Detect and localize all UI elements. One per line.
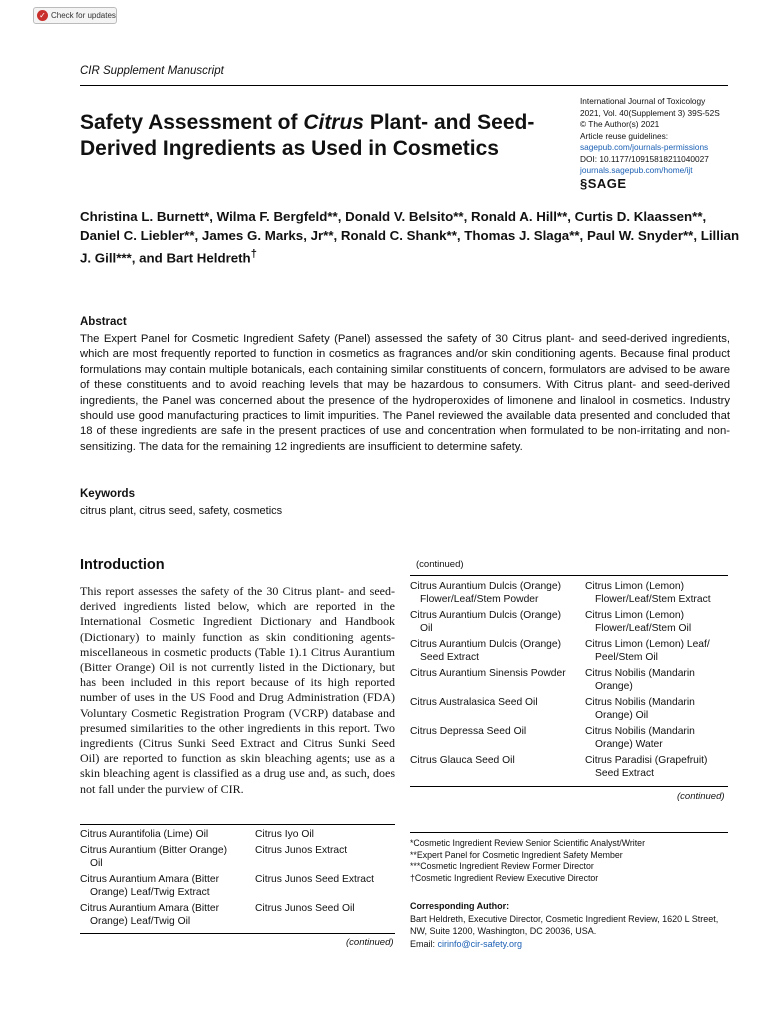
table-cell [255, 844, 395, 871]
table-cell [585, 725, 728, 752]
table-cell [410, 609, 585, 636]
table-cell-line: Orange) Leaf/Twig Extract [90, 887, 210, 898]
table-bottom-rule [80, 933, 395, 934]
table-cell [255, 902, 395, 929]
table-cell-line: Citrus Aurantium Dulcis (Orange) [410, 581, 562, 592]
title-post: Plant- and Seed-Derived Ingredients as Used in Cosmetics [80, 111, 535, 160]
ingredient-table-left [80, 828, 395, 931]
title-italic: Citrus [303, 111, 364, 134]
journal-home-link[interactable]: journals.sagepub.com/home/ijt [580, 165, 693, 175]
table-cell [410, 580, 585, 607]
table-cell-line: Citrus Aurantium Amara (Bitter [80, 873, 220, 885]
email-line [410, 938, 728, 951]
table-cell [410, 725, 585, 752]
footnote-item: **Expert Panel for Cosmetic Ingredient Safety Member [410, 849, 623, 860]
table-cell-line: Citrus Aurantifolia (Lime) Oil [80, 829, 209, 840]
table-cell [255, 828, 395, 841]
table-row [410, 609, 728, 636]
table-cell-line: Orange) Oil [595, 710, 649, 722]
table-cell [410, 754, 585, 781]
table-cell-line: Citrus Junos Seed Oil [255, 902, 355, 914]
journal-name: International Journal of Toxicology [580, 96, 706, 106]
publisher-logo: §SAGE [580, 175, 627, 191]
table-cell-line: Citrus Aurantium Amara (Bitter [80, 902, 220, 914]
footnote-item: ***Cosmetic Ingredient Review Former Director [410, 861, 594, 872]
update-icon: ✓ [37, 10, 48, 21]
table-cell [585, 696, 728, 723]
journal-reuse: Article reuse guidelines: [580, 130, 669, 141]
table-right-bottom-rule [410, 786, 728, 787]
table-row [410, 725, 728, 752]
table-cell [80, 873, 255, 900]
table-cell [80, 844, 255, 871]
series-label: CIR Supplement Manuscript [80, 65, 224, 77]
check-for-updates-button[interactable] [33, 7, 117, 24]
authors-text: Christina L. Burnett*, Wilma F. Bergfeld**, Donald V. Belsito**, Ronald A. Hill**, Curtis D. Klaassen**, Daniel C. Liebler**, James G. Marks, Jr**, Ronald C. Shank**, Thomas J. Slaga**, Paul W. Snyder**, Lillian J. Gill***, and Bart Heldreth [80, 209, 740, 266]
table-cell-line: Citrus Aurantium Sinensis Powder [410, 668, 566, 679]
journal-copyright: © The Author(s) 2021 [580, 119, 660, 129]
table-cell-line: Seed Extract [595, 768, 654, 780]
table-row [410, 667, 728, 694]
table-row [410, 754, 728, 781]
table-cell-line: Citrus Limon (Lemon) Leaf/ [585, 639, 710, 650]
table-right-top-rule [410, 575, 728, 576]
table-top-rule [80, 824, 395, 825]
table-cell [585, 580, 728, 607]
table-cell-line: Citrus Aurantium Dulcis (Orange) [410, 639, 562, 650]
corresponding-heading: Corresponding Author: [410, 901, 510, 911]
table-cell [80, 828, 255, 841]
table-cell [585, 638, 728, 665]
footnote-item: *Cosmetic Ingredient Review Senior Scientific Analyst/Writer [410, 838, 646, 848]
table-cell-line: Citrus Nobilis (Mandarin [585, 726, 695, 737]
table-row [80, 902, 395, 929]
table-row [80, 844, 395, 871]
table-cell-line: Flower/Leaf/Stem Extract [595, 594, 711, 606]
table-cell-line: Citrus Australasica Seed Oil [410, 697, 538, 708]
table-row [410, 638, 728, 665]
table-cell-line: Flower/Leaf/Stem Oil [595, 623, 692, 635]
table-cell [585, 609, 728, 636]
introduction-text: This report assesses the safety of the 30 Citrus plant- and seed-derived ingredients listed below, which are reported in the International Cosmetic Ingredient Dictionary and Handbook (Dictionary) to mainly function as skin conditioning agents-miscellaneous in cosmetic products (Table 1).1 Citrus Aurantium (Bitter Orange) Oil is not currently listed in the Dictionary, but has been included in this report because of its high reported number of uses in the US Food and Drug Administration (FDA) Voluntary Cosmetic Registration Program (VCRP) database and presumed similarities to the other ingredients in this report. Two ingredients (Citrus Sunki Seed Extract and Citrus Sunki Seed Oil) are reported to function as skin bleaching agents; use as a skin bleaching agent is classified as a drug use and, as such, does not fall under the purview of CIR. [80, 584, 395, 796]
table-cell-line: Oil [90, 858, 103, 869]
email-link[interactable]: cirinfo@cir-safety.org [437, 938, 523, 949]
footnote-item: †Cosmetic Ingredient Review Executive Director [410, 872, 599, 883]
table-cell-line: Citrus Aurantium (Bitter Orange) [80, 844, 228, 856]
introduction-heading: Introduction [80, 557, 165, 573]
corresponding-author [410, 900, 728, 950]
journal-doi: DOI: 10.1177/10915818211040027 [580, 153, 709, 164]
author-list [80, 207, 740, 267]
page-title [80, 110, 570, 162]
table-cell-line: Citrus Nobilis (Mandarin [585, 697, 695, 708]
table-right-continued: (continued) [677, 791, 725, 802]
table-cell [585, 667, 728, 694]
publisher-name: SAGE [587, 175, 627, 191]
table-cell-line: Citrus Limon (Lemon) [585, 610, 684, 621]
table-cell-line: Citrus Iyo Oil [255, 829, 314, 840]
table-cell [255, 873, 395, 900]
table-cell-line: Citrus Depressa Seed Oil [410, 726, 527, 737]
journal-volume: 2021, Vol. 40(Supplement 3) 39S-52S [580, 107, 720, 118]
table-cell-line: Flower/Leaf/Stem Powder [420, 594, 539, 606]
footnotes [410, 838, 728, 884]
table-cell [410, 667, 585, 694]
table-cell [80, 902, 255, 929]
table-right-header: (continued) [416, 559, 464, 570]
table-cell [410, 638, 585, 665]
table-row [410, 580, 728, 607]
journal-info [580, 96, 740, 189]
abstract-heading: Abstract [80, 316, 127, 328]
table-cell-line: Peel/Stem Oil [595, 652, 658, 664]
title-pre: Safety Assessment of [80, 111, 304, 134]
table-row [80, 873, 395, 900]
table-cell-line: Orange) Water [595, 739, 663, 751]
table-left-continued: (continued) [346, 937, 394, 948]
table-cell-line: Orange) Leaf/Twig Oil [90, 916, 191, 927]
table-cell-line: Citrus Glauca Seed Oil [410, 755, 515, 766]
table-cell-line: Seed Extract [420, 652, 479, 664]
keywords-text: citrus plant, citrus seed, safety, cosmetics [80, 505, 283, 517]
corresponding-text: Bart Heldreth, Executive Director, Cosmetic Ingredient Review, 1620 L Street, NW, Suite 1200, Washington, DC 20036, USA. [410, 913, 719, 937]
authors-dagger: † [250, 248, 257, 260]
abstract-text: The Expert Panel for Cosmetic Ingredient Safety (Panel) assessed the safety of 30 Citrus plant- and seed-derived ingredients, which are most frequently reported to function in cosmetics as fragrances and/or skin conditioning agents. Because final product formulations may contain multiple botanicals, each containing similar constituents of concern, formulators are advised to be aware of these constituents and to avoid reaching levels that may be hazardous to consumers. With Citrus plant- and seed-derived ingredients, the Panel was concerned about the presence of the hydroperoxides of limonene and linalool in cosmetics. Industry should use good manufacturing practices to limit impurities. The Panel reviewed the available data presented and concluded that 18 of these ingredients are safe in the present practices of use and concentration when formulated to be non-irritating and non-sensitizing. The data for the remaining 12 ingredients are insufficient to determine safety. [80, 333, 730, 453]
table-cell-line: Citrus Limon (Lemon) [585, 581, 684, 592]
badge-label: Check for updates [51, 11, 116, 20]
table-cell-line: Citrus Junos Seed Extract [255, 873, 375, 885]
table-cell [585, 754, 728, 781]
table-row [410, 696, 728, 723]
table-row [80, 828, 395, 841]
table-cell-line: Citrus Paradisi (Grapefruit) [585, 755, 708, 766]
table-cell-line: Citrus Aurantium Dulcis (Orange) [410, 610, 562, 621]
keywords-heading: Keywords [80, 488, 135, 500]
ingredient-table-right [410, 580, 728, 783]
footnote-rule [410, 832, 728, 833]
header-rule [80, 85, 728, 86]
reuse-link[interactable]: sagepub.com/journals-permissions [580, 142, 709, 152]
table-cell-line: Orange) [595, 681, 633, 693]
table-cell-line: Oil [420, 623, 433, 635]
table-cell-line: Citrus Nobilis (Mandarin [585, 668, 695, 679]
table-cell-line: Citrus Junos Extract [255, 844, 348, 856]
email-label: Email: [410, 938, 438, 949]
table-cell [410, 696, 585, 723]
